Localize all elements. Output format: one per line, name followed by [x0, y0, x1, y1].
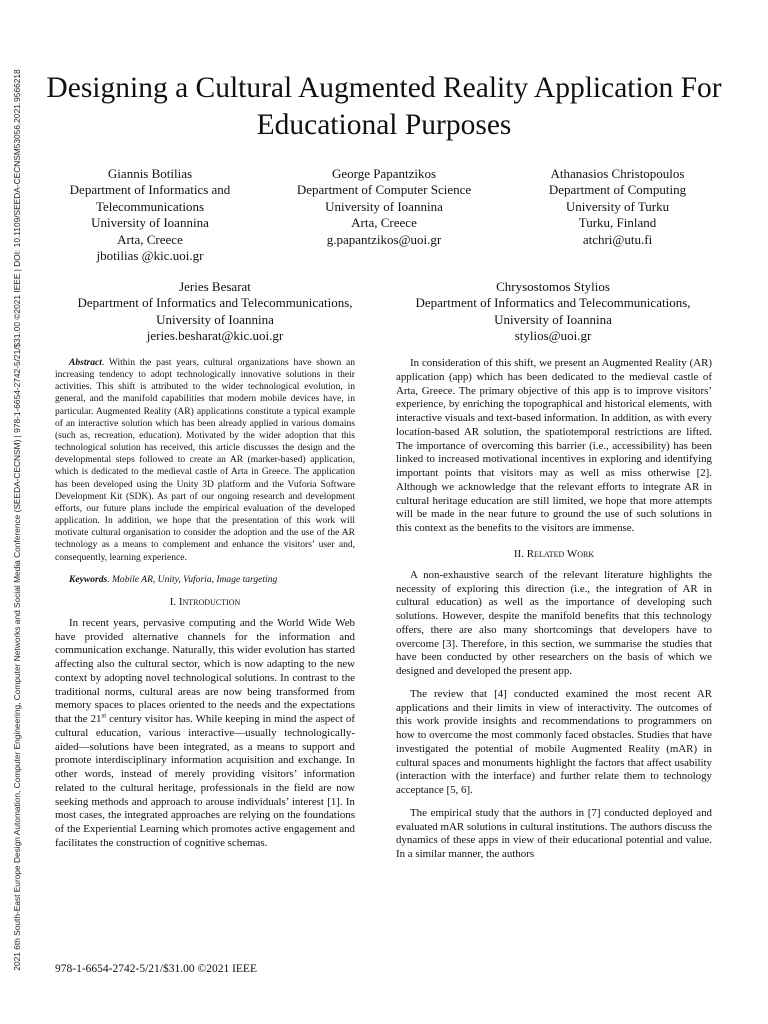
author-city: Turku, Finland — [578, 215, 657, 231]
abstract — [55, 357, 355, 564]
copyright-footer: 978-1-6654-2742-5/21/$31.00 ©2021 IEEE — [55, 963, 257, 975]
author-department: Department of Informatics and — [69, 182, 231, 198]
author-city: Arta, Creece — [351, 215, 417, 231]
sidebar-citation — [6, 22, 28, 1017]
author-email: g.papantzikos@uoi.gr — [326, 231, 442, 247]
section-heading-introduction: I. Introduction — [169, 595, 241, 608]
ordinal-superscript: st — [101, 711, 107, 720]
author-block-5 — [398, 279, 708, 345]
section-heading-related-work: II. Related Work — [513, 547, 595, 560]
author-block-1 — [40, 166, 260, 264]
author-block-4 — [60, 279, 370, 345]
author-email: jbotilias @kic.uoi.gr — [96, 248, 204, 264]
sidebar-citation-text: 2021 6th South-East Europe Design Automation, Computer Engineering, Computer Networks and Social Media Conference (SEEDA-CECNSM) | 978-1-6654-2742-5/21/$31.00 ©2021 IEEE | DOI: 10.1109/SEEDA-CECNSM53056.2021.9566218 — [12, 68, 22, 971]
author-university: University of Ioannina — [156, 311, 274, 327]
author-department: Department of Computing — [548, 182, 687, 198]
paragraph: The review that [4] conducted examined the most recent AR applications and their limits in view of interactivity. The outcomes of this work provide insights and recommendations to programmers on how to overcome the most commonly faced obstacles. Studies that have investigated the potential of mobile Augmented Reality (mAR) in cultural spaces and monuments highlight the factors that affect usability (interaction with the interface) and further relate them to technology acceptance [5, 6]. — [396, 687, 712, 796]
author-email: atchri@utu.fi — [582, 231, 653, 247]
author-department: Department of Informatics and Telecommunications, — [77, 295, 353, 311]
author-block-3 — [505, 166, 730, 248]
left-column — [55, 357, 355, 851]
author-university: University of Ioannina — [91, 215, 209, 231]
paragraph-text: century visitor has. While keeping in mind the aspect of cultural education, various interactive—usually technologically-aided—solutions have been integrated, as a means to support and promote interdisciplinary information acquisition and exchange. In other words, instead of merely providing visitors’ information related to the cultural heritage, professionals in the field are now seeking methods and approach to arouse individuals’ interest [1]. In most cases, the integrated approaches are relying on the foundations of the Experiential Learning which promotes active engagement and facilitates the construction of cognitive schemas. — [55, 713, 355, 849]
author-email: jeries.besharat@kic.uoi.gr — [146, 328, 284, 344]
author-department: Department of Computer Science — [296, 182, 472, 198]
right-column — [396, 357, 712, 862]
paragraph: In consideration of this shift, we present an Augmented Reality (AR) application (app) which has been dedicated to the medieval castle of Arta, Greece. The primary objective of this app is to improve visitors’ experience, by enriching the topographical and historical elements, with interactive visuals and text-based information. In addition, as with every location-based AR solution, the spatiotemporal restrictions are lifted. The importance of overcoming this barrier (i.e., accessibility) has been linked to increased motivational incentives in exploring and identifying important points that visitors may as well as miss otherwise [2]. Although we acknowledge that the relevant efforts to integrate AR in cultural heritage education are still limited, we hope that more attempts will be made in the near future to ground the use of such solutions in this context as the benefits to the visitors are immense. — [396, 357, 712, 534]
paper-title: Designing a Cultural Augmented Reality Application For Educational Purposes — [46, 72, 722, 141]
author-name: Athanasios Christopoulos — [550, 166, 685, 181]
author-university: University of Ioannina — [325, 198, 443, 214]
author-university: University of Turku — [565, 198, 670, 214]
paragraph — [55, 617, 355, 851]
abstract-label: Abstract — [69, 357, 102, 368]
author-name: Giannis Botilias — [107, 166, 193, 181]
author-email: stylios@uoi.gr — [514, 328, 592, 344]
author-name: Jeries Besarat — [179, 279, 251, 294]
keywords — [55, 574, 355, 586]
author-block-2 — [270, 166, 498, 248]
paragraph-text: In recent years, pervasive computing and the World Wide Web have provided alternative channels for the information and communication exchange. Naturally, this wider evolution has started affecting also the cultural sector, which is now adapting to the new context by adopting novel technological solutions. In contrast to the traditional norms, cultural areas are now being transformed from memory spaces to places oriented to the needs and the expectations that the 21 — [55, 616, 355, 726]
paragraph: The empirical study that the authors in [7] conducted deployed and evaluated mAR solutions in cultural institutions. The authors discuss the dynamics of these apps in view of their educational potential and value. In a similar manner, the authors — [396, 806, 712, 860]
author-name: Chrysostomos Stylios — [496, 279, 610, 294]
keywords-label: Keywords — [69, 573, 108, 585]
keywords-text: . Mobile AR, Unity, Vuforia, Image targeting — [107, 573, 278, 585]
author-name: George Papantzikos — [331, 166, 437, 181]
author-university: University of Ioannina — [494, 311, 612, 327]
paragraph: A non-exhaustive search of the relevant literature highlights the necessity of exploring this direction (i.e., the integration of AR in cultural education) as well as the importance of developing such solutions. However, despite the manifold benefits that this technology offers, there are also many shortcomings that developers have to overcome [3]. Therefore, in this section, we summarise the studies that have been conducted by other researchers on the basis of which we designed and developed the present app. — [396, 568, 712, 677]
author-city: Arta, Creece — [117, 231, 183, 247]
abstract-text: . Within the past years, cultural organizations have shown an increasing tendency to adopt technologically innovative solutions in their activities. This shift is attributed to the wider technological evolution, in general, and the manifold capabilities that modern mobile devices have, in particular. Augmented Reality (AR) applications constitute a typical example of an interactive solution which has been already applied in various domains (such as, recreation, education). Motivated by the wider adoption that this technological solution has received, this article discusses the design and the developmental steps followed to create an AR (marker-based) application, which is dedicated to the medieval castle of Arta in Greece. The application has been developed using the Unity 3D platform and the Vuforia Software Development Kit (SDK). As part of our ongoing research and development efforts, our future plans include the empirical evaluation of the developed application. In addition, we hope that the presentation of this work will motivate cultural organisation to consider the adoption and the use of the AR technology as a means to complement and enhance the visitors’ user and, consequently, learning experience. — [55, 357, 355, 563]
author-department: Telecommunications — [95, 198, 205, 214]
author-department: Department of Informatics and Telecommunications, — [415, 295, 691, 311]
